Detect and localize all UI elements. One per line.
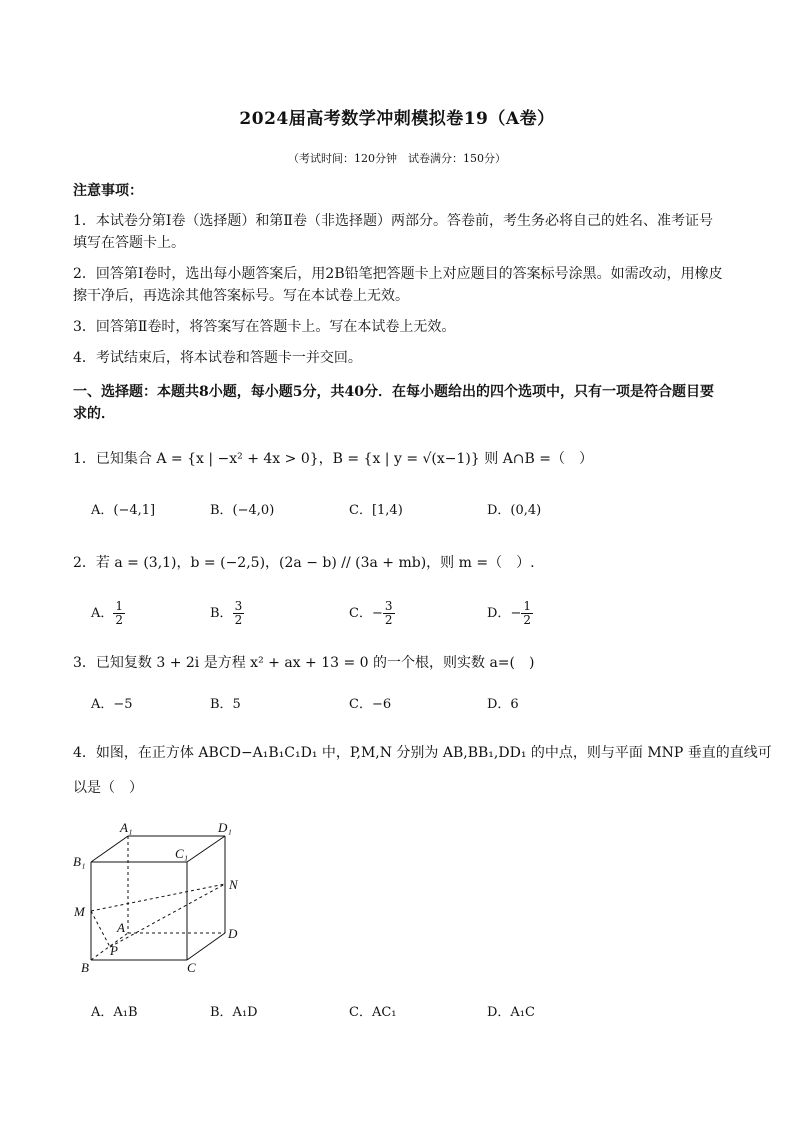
edge-b1a1 — [91, 836, 128, 862]
label-n: N — [229, 877, 238, 892]
q4-option-c[interactable]: C．AC₁ — [349, 1005, 397, 1020]
q2-option-c-label: C． — [349, 606, 372, 621]
question-4-cont: 以是（ ） — [73, 780, 143, 796]
q1-option-b[interactable]: B．(−4,0) — [210, 503, 275, 518]
page-title: 2024届高考数学冲刺模拟卷19（A卷） — [239, 109, 555, 129]
q2-option-d-den: 2 — [523, 613, 531, 627]
label-a: A — [117, 920, 125, 935]
label-p: P — [110, 943, 118, 958]
q4-option-a[interactable]: A．A₁B — [91, 1005, 138, 1020]
q3-option-d[interactable]: D．6 — [487, 697, 519, 712]
question-3: 3．已知复数 3 + 2i 是方程 x² + ax + 13 = 0 的一个根，则实数 a=( ) — [73, 655, 535, 671]
label-m: M — [74, 904, 85, 919]
edge-cd — [187, 933, 225, 960]
section-heading-choice: 一、选择题：本题共8小题，每小题5分，共40分．在每小题给出的四个选项中，只有一项是符合题目要求的． — [73, 384, 714, 422]
label-b1: B₁ — [73, 854, 86, 869]
q2-option-a-fraction — [113, 600, 125, 627]
label-b: B — [81, 960, 89, 975]
q2-option-d-num: 1 — [523, 599, 531, 613]
q2-option-c-sign: − — [371, 606, 383, 621]
note-item-4: 4．考试结束后，将本试卷和答题卡一并交回。 — [73, 350, 362, 366]
q2-option-d[interactable] — [487, 600, 533, 627]
label-c: C — [187, 960, 196, 975]
q2-option-c[interactable] — [349, 600, 395, 627]
segment-mp — [91, 911, 110, 947]
edge-c1d1 — [187, 836, 225, 862]
note-item-1: 1．本试卷分第Ⅰ卷（选择题）和第Ⅱ卷（非选择题）两部分。答卷前，考生务必将自己的姓名、准考证号填写在答题卡上。 — [73, 213, 713, 251]
label-d1: D₁ — [218, 820, 232, 835]
q1-option-a[interactable]: A．(−4,1] — [91, 503, 156, 518]
label-a1: A₁ — [120, 820, 133, 835]
q2-option-b[interactable] — [210, 600, 244, 627]
segment-mn — [91, 884, 225, 911]
q2-option-a[interactable] — [91, 600, 125, 627]
q3-option-a[interactable]: A．−5 — [91, 697, 133, 712]
question-4: 4．如图，在正方体 ABCD−A₁B₁C₁D₁ 中，P,M,N 分别为 AB,BB₁,DD₁ 的中点，则与平面 MNP 垂直的直线可 — [73, 745, 772, 761]
label-c1: C₁ — [175, 846, 189, 861]
q2-option-b-den: 2 — [234, 613, 243, 627]
q2-option-c-num: 3 — [384, 599, 393, 613]
q2-option-c-den: 2 — [384, 613, 393, 627]
q2-option-a-num: 1 — [115, 599, 124, 613]
q2-option-b-num: 3 — [234, 599, 243, 613]
q1-option-d[interactable]: D．(0,4) — [487, 503, 542, 518]
segment-pn — [110, 884, 225, 947]
question-2: 2．若 a = (3,1)，b = (−2,5)，(2a − b) // (3a + mb)，则 m =（ ）. — [73, 555, 535, 571]
cube-figure — [66, 815, 256, 985]
q3-option-b[interactable]: B．5 — [210, 697, 241, 712]
q4-option-b[interactable]: B．A₁D — [210, 1005, 258, 1020]
note-item-3: 3．回答第Ⅱ卷时，将答案写在答题卡上。写在本试卷上无效。 — [73, 319, 456, 335]
q2-option-b-fraction — [233, 600, 245, 627]
q2-option-d-sign: − — [510, 606, 522, 621]
q2-option-d-label: D． — [487, 606, 511, 621]
q2-option-a-label: A． — [91, 606, 114, 621]
label-d: D — [228, 926, 238, 941]
q2-option-c-fraction — [383, 600, 395, 627]
note-item-2: 2．回答第Ⅰ卷时，选出每小题答案后，用2B铅笔把答题卡上对应题目的答案标号涂黑。如需改动，用橡皮擦干净后，再选涂其他答案标号。写在本试卷上无效。 — [73, 266, 723, 304]
q3-option-c[interactable]: C．−6 — [349, 697, 392, 712]
q2-option-b-label: B． — [210, 606, 233, 621]
notes-heading: 注意事项： — [73, 183, 143, 199]
q4-option-d[interactable]: D．A₁C — [487, 1005, 535, 1020]
q2-option-d-fraction — [521, 600, 533, 627]
question-1: 1．已知集合 A = {x | −x² + 4x > 0}，B = {x | y = √(x−1)} 则 A∩B =（ ） — [73, 451, 594, 467]
exam-info: （考试时间：120分钟 试卷满分：150分） — [288, 152, 506, 165]
q2-option-a-den: 2 — [115, 613, 124, 627]
q1-option-c[interactable]: C．[1,4) — [349, 503, 403, 518]
